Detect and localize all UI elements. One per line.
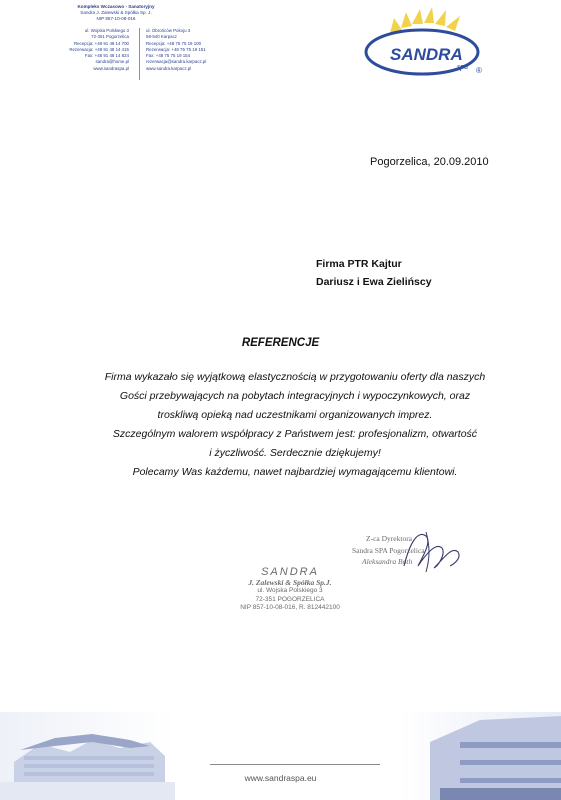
contact-line: rezerwacja@sandra.karpacz.pl: [146, 59, 207, 65]
stamp-name: SANDRA: [261, 566, 319, 578]
contact-line: Recepcja: +48 91 48 14 700: [73, 40, 129, 46]
stamp-company: J. Zalewski & Spółka Sp.J.: [248, 578, 332, 587]
signatory-name: Aleksandra Both: [362, 557, 413, 566]
header-divider: [139, 28, 140, 80]
logo-suffix: spa: [457, 62, 469, 71]
addressee-block: [316, 255, 432, 291]
stamp-line: NIP 857-10-08-016, R. 812442100: [240, 604, 340, 611]
body-line: Gości przebywających na pobytach integracyjnych i wypoczynkowych, oraz: [119, 390, 471, 402]
letter-date: Pogorzelica, 20.09.2010: [370, 156, 489, 168]
contact-line: Rezerwacja: +48 75 75 19 151: [146, 46, 206, 52]
letter-body: [60, 368, 530, 482]
stamp-line: ul. Wojska Polskiego 3: [257, 587, 323, 594]
body-line: Polecamy Was każdemu, nawet najbardziej wymagającemu klientowi.: [132, 466, 458, 478]
handwritten-signature: [396, 522, 476, 577]
contact-line: Fax: +48 91 48 14 824: [84, 53, 129, 59]
contact-line: 58-540 Karpacz: [146, 34, 177, 40]
footer-divider: [210, 764, 380, 765]
signatory-organization: Sandra SPA Pogorzelica: [352, 545, 425, 555]
sandra-spa-logo: [360, 4, 490, 84]
header-company-block: [60, 4, 172, 23]
body-line: i życzliwość. Serdecznie dziękujemy!: [209, 447, 381, 459]
company-stamp: [200, 566, 380, 613]
header-company-nip: NIP 857-10-08-016: [96, 16, 136, 22]
contact-line: Rezerwacja: +48 91 48 14 415: [69, 46, 129, 52]
letter-title: REFERENCJE: [241, 337, 320, 349]
contact-line: ul. Wojska Polskiego 3: [84, 28, 129, 33]
contact-line: www.sandraspa.pl: [93, 65, 129, 71]
contact-line: sandra@home.pl: [95, 59, 129, 65]
logo-name: SANDRA: [390, 45, 463, 64]
header-company-name: Sandra J. Zalewski & Spółka Sp. J.: [80, 10, 152, 16]
addressee-company: Firma PTR Kajtur: [316, 258, 402, 270]
header-karpacz-contact: [146, 28, 206, 72]
footer-website-link[interactable]: www.sandraspa.eu: [244, 773, 317, 783]
contact-line: Recepcja: +48 75 75 19 100: [146, 40, 202, 46]
signatory-role: Z-ca Dyrektora: [366, 534, 413, 543]
contact-line: 72-351 Pogorzelica: [91, 34, 129, 40]
body-line: Firma wykazało się wyjątkową elastycznością w przygotowaniu oferty dla naszych: [104, 371, 486, 383]
body-line: troskliwą opieką nad uczestnikami organizowanych imprez.: [157, 409, 433, 421]
building-facade-image: [400, 712, 561, 800]
body-line: Szczególnym walorem współpracy z Państwem jest: profesjonalizm, otwartość: [112, 428, 478, 440]
contact-line: www.sandra.karpacz.pl: [146, 65, 192, 71]
logo-registered-mark: ®: [476, 66, 482, 75]
addressee-persons: Dariusz i Ewa Zielińscy: [316, 276, 432, 288]
stamp-line: 72-351 POGORZELICA: [255, 595, 325, 603]
contact-line: Fax: +48 75 75 19 154: [146, 53, 191, 59]
contact-line: ul. Obrońców Pokoju 3: [146, 28, 191, 33]
header-company-type: Kompleks Wczasowo - Sanatoryjny: [77, 4, 155, 9]
hotel-building-image: [0, 712, 175, 800]
header-pogorzelica-contact: [69, 28, 129, 72]
